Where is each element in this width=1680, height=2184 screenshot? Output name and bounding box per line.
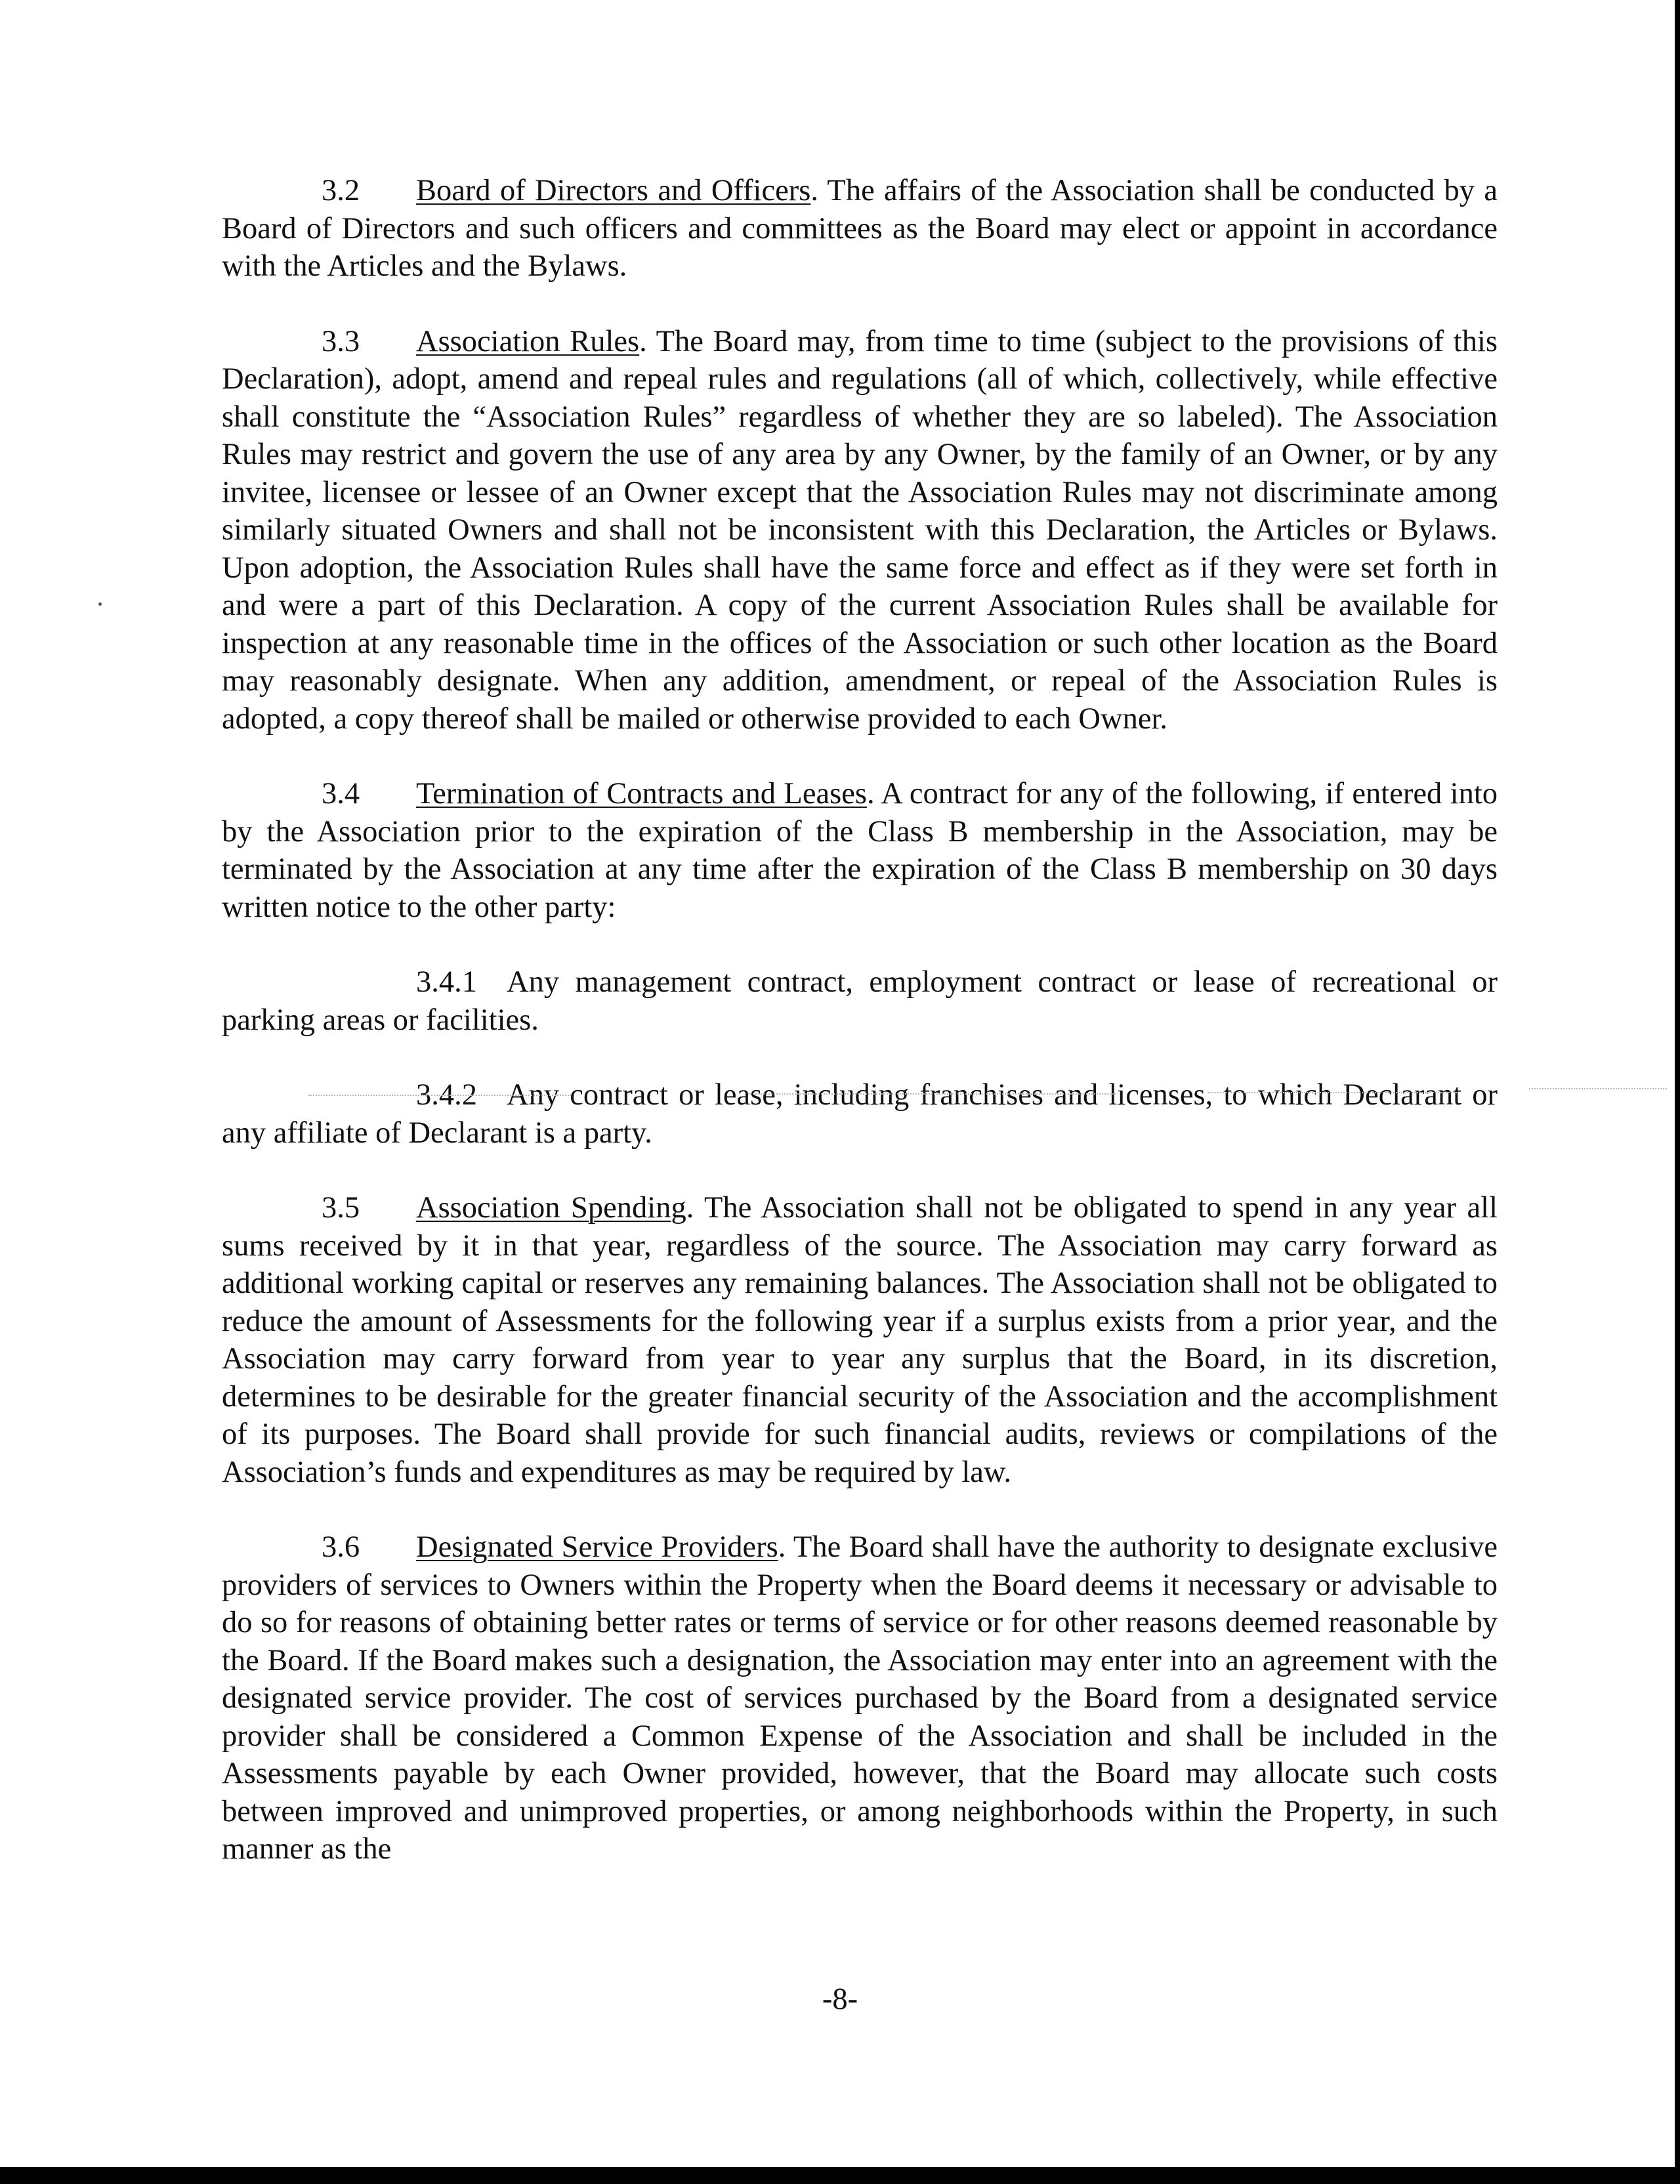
section-body: The Association shall not be obligated to spend in any year all sums received by it in that year, regardless of the source. The Association may carry forward as additional working capital or reserves any remaining balances. The Association shall not be obligated to reduce the amount of Assessments for the following year if a surplus exists from a prior year, and the Association may carry forward from year to year any surplus that the Board, in its discretion, determines to be desirable for the greater financial security of the Association and the accomplishment of its purposes. The Board shall provide for such financial audits, reviews or compilations of the Association’s funds and expenditures as may be required by law. xyxy=(222,1191,1498,1489)
section-heading: Termination of Contracts and Leases xyxy=(416,777,867,810)
section-heading: Association Rules xyxy=(416,324,640,358)
section-3-3 xyxy=(222,323,1498,738)
scan-artifact-line xyxy=(1529,1088,1667,1089)
section-3-4 xyxy=(222,775,1498,926)
section-number: 3.5 xyxy=(322,1191,360,1225)
subsection-number: 3.4.1 xyxy=(416,965,477,999)
heading-period: . xyxy=(639,324,647,358)
scan-edge-right xyxy=(1675,0,1680,2184)
subsection-number: 3.4.2 xyxy=(416,1078,477,1112)
subsection-body: Any contract or lease, including franchises and licenses, to which Declarant or any affiliate of Declarant is a party. xyxy=(222,1078,1498,1150)
section-number: 3.4 xyxy=(322,777,360,810)
heading-period: . xyxy=(810,174,818,207)
heading-period: . xyxy=(686,1191,694,1225)
scan-edge-bottom xyxy=(0,2167,1680,2184)
scan-artifact-line xyxy=(308,1095,571,1096)
scan-artifact-line xyxy=(748,1093,1116,1095)
section-body: The Board may, from time to time (subject to the provisions of this Declaration), adopt, amend and repeal rules and regulations (all of which, collectively, while effective shall constitute the “Association Rules” regardless of whether they are so labeled). The Association Rules may restrict and govern the use of any area by any Owner, by the family of an Owner, or by any invitee, licensee or lessee of an Owner except that the Association Rules may not discriminate among similarly situated Owners and shall not be inconsistent with this Declaration, the Articles or Bylaws. Upon adoption, the Association Rules shall have the same force and effect as if they were set forth in and were a part of this Declaration. A copy of the current Association Rules shall be available for inspection at any reasonable time in the offices of the Association or such other location as the Board may reasonably designate. When any addition, amendment, or repeal of the Association Rules is adopted, a copy thereof shall be mailed or otherwise provided to each Owner. xyxy=(222,324,1498,736)
section-body: A contract for any of the following, if entered into by the Association prior to the expiration of the Class B membership in the Association, may be terminated by the Association at any time after the expiration of the Class B membership on 30 days written notice to the other party: xyxy=(222,777,1498,924)
heading-period: . xyxy=(778,1530,786,1564)
section-3-5 xyxy=(222,1189,1498,1491)
section-heading: Association Spending xyxy=(416,1191,686,1225)
scan-speck xyxy=(98,602,102,606)
section-number: 3.3 xyxy=(322,324,360,358)
document-body xyxy=(222,172,1498,1906)
subsection-body: Any management contract, employment contract or lease of recreational or parking areas or facilities. xyxy=(222,965,1498,1037)
section-3-4-1 xyxy=(222,963,1498,1039)
section-3-6 xyxy=(222,1528,1498,1868)
section-number: 3.2 xyxy=(322,174,360,207)
section-body: The affairs of the Association shall be conducted by a Board of Directors and such officers and committees as the Board may elect or appoint in accordance with the Articles and the Bylaws. xyxy=(222,174,1498,283)
section-3-2 xyxy=(222,172,1498,285)
section-3-4-2 xyxy=(222,1076,1498,1152)
section-heading: Designated Service Providers xyxy=(416,1530,778,1564)
heading-period: . xyxy=(866,777,875,810)
page-number: -8- xyxy=(822,1983,858,2016)
scan-artifact-line xyxy=(1208,1092,1457,1093)
section-heading: Board of Directors and Officers xyxy=(416,174,811,207)
section-number: 3.6 xyxy=(322,1530,360,1564)
section-body: The Board shall have the authority to designate exclusive providers of services to Owners within the Property when the Board deems it necessary or advisable to do so for reasons of obtaining better rates or terms of service or for other reasons deemed reasonable by the Board. If the Board makes such a designation, the Association may enter into an agreement with the designated service provider. The cost of services purchased by the Board from a designated service provider shall be considered a Common Expense of the Association and shall be included in the Assessments payable by each Owner provided, however, that the Board may allocate such costs between improved and unimproved properties, or among neighborhoods within the Property, in such manner as the xyxy=(222,1530,1498,1866)
